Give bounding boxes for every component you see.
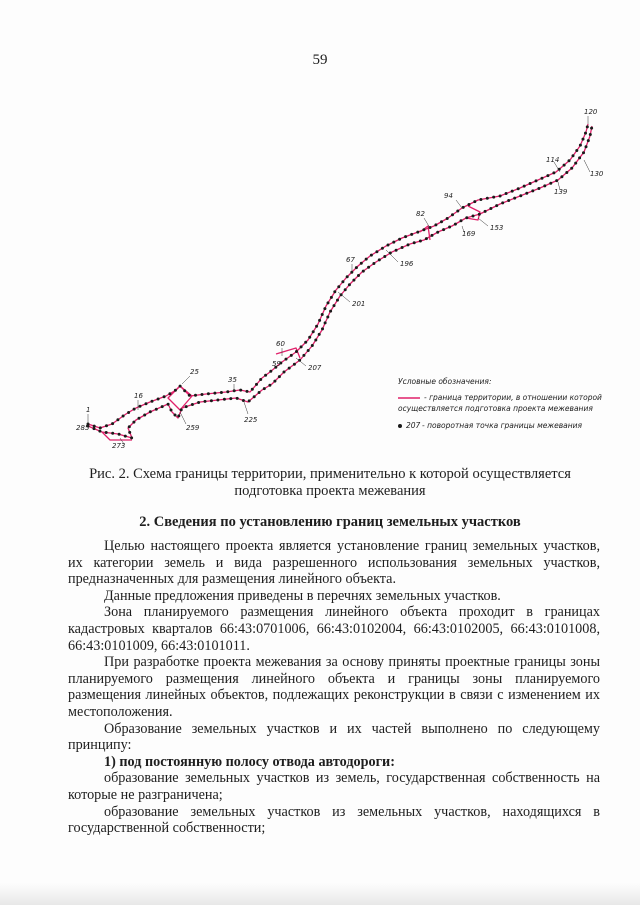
turning-point (434, 223, 437, 226)
turning-point (105, 431, 108, 434)
caption-line-2: подготовка проекта межевания (234, 483, 426, 499)
turning-point (584, 132, 587, 135)
turning-point (454, 223, 457, 226)
turning-point (383, 255, 386, 258)
turning-point (523, 185, 526, 188)
turning-point (295, 350, 298, 353)
turning-point (259, 378, 262, 381)
point-number-label: 130 (590, 170, 604, 178)
turning-point (246, 390, 249, 393)
turning-point (185, 405, 188, 408)
turning-point (543, 184, 546, 187)
turning-point (579, 144, 582, 147)
turning-point (194, 394, 197, 397)
turning-point (300, 345, 303, 348)
turning-point (132, 421, 135, 424)
turning-point (143, 414, 146, 417)
body-text (68, 538, 600, 837)
turning-point (456, 210, 459, 213)
legend-point-number: 207 (406, 421, 421, 430)
turning-point (549, 182, 552, 185)
section-title: 2. Сведения по установлению границ земельных участков (139, 514, 521, 530)
turning-point (436, 231, 439, 234)
turning-point (145, 402, 148, 405)
turning-point (285, 358, 288, 361)
point-number-label: 169 (462, 230, 476, 238)
turning-point (201, 393, 204, 396)
turning-point (111, 422, 114, 425)
turning-point (93, 427, 96, 430)
turning-point (197, 401, 200, 404)
turning-point (290, 354, 293, 357)
turning-point (422, 228, 425, 231)
turning-point (170, 409, 173, 412)
turning-point (98, 430, 101, 433)
caption-line-1: Рис. 2. Схема границы территории, применительно к которой осуществляется (89, 466, 571, 482)
turning-point (440, 220, 443, 223)
turning-point (151, 400, 154, 403)
turning-point (519, 194, 522, 197)
turning-point (251, 388, 254, 391)
turning-point (263, 387, 266, 390)
point-number-label: 16 (134, 392, 143, 400)
turning-point (486, 197, 489, 200)
point-number-label: 114 (546, 156, 560, 164)
turning-point (138, 417, 141, 420)
point-number-label: 82 (416, 210, 425, 218)
turning-point (273, 380, 276, 383)
turning-point (337, 285, 340, 288)
turning-point (352, 279, 355, 282)
paragraph: Целью настоящего проекта является установление границ земельных участков, их категории земель и вида разрешенного использования земельных участков, предназначенных для размещения линейного объекта. (68, 538, 600, 588)
page-number: 59 (312, 52, 328, 68)
turning-point (188, 394, 191, 397)
turning-point (341, 280, 344, 283)
turning-point (568, 159, 571, 162)
turning-point (168, 392, 171, 395)
turning-point (346, 275, 349, 278)
point-number-label: 273 (112, 442, 126, 450)
point-number-label: 67 (346, 256, 355, 264)
point-number-label: 1 (86, 406, 91, 414)
turning-point (329, 310, 332, 313)
turning-point (478, 213, 481, 216)
turning-point (395, 249, 398, 252)
turning-point (180, 408, 183, 411)
turning-point (183, 389, 186, 392)
turning-point (489, 207, 492, 210)
turning-point (269, 370, 272, 373)
turning-point (375, 250, 378, 253)
turning-point (157, 398, 160, 401)
turning-point (167, 403, 170, 406)
turning-point (419, 240, 422, 243)
turning-point (314, 339, 317, 342)
turning-point (226, 390, 229, 393)
turning-point (451, 213, 454, 216)
turning-point (404, 235, 407, 238)
turning-point (484, 210, 487, 213)
paragraph: Образование земельных участков и их частей выполнено по следующему принципу: (68, 720, 600, 754)
turning-point (574, 162, 577, 165)
turning-point (124, 435, 127, 438)
turning-point (293, 363, 296, 366)
turning-point (210, 399, 213, 402)
turning-point (333, 304, 336, 307)
turning-point (258, 391, 261, 394)
turning-point (407, 243, 410, 246)
turning-point (118, 433, 121, 436)
turning-point (473, 200, 476, 203)
turning-point (130, 436, 133, 439)
turning-point (318, 333, 321, 336)
turning-point (355, 266, 358, 269)
turning-point (425, 237, 428, 240)
turning-point (239, 389, 242, 392)
list-item: образование земельных участков из земель, государственная собственность на которые не разграничена; (68, 770, 600, 803)
turning-point (307, 349, 310, 352)
turning-point (465, 216, 468, 219)
turning-point (357, 274, 360, 277)
turning-point (416, 231, 419, 234)
turning-point (387, 244, 390, 247)
turning-point (381, 247, 384, 250)
turning-point (111, 432, 114, 435)
turning-point (560, 175, 563, 178)
turning-point (401, 246, 404, 249)
turning-point (410, 233, 413, 236)
turning-point (505, 192, 508, 195)
turning-point (216, 399, 219, 402)
turning-point (578, 156, 581, 159)
turning-point (326, 316, 329, 319)
turning-point (127, 411, 130, 414)
turning-point (582, 151, 585, 154)
turning-point (220, 391, 223, 394)
turning-point (472, 215, 475, 218)
turning-point (283, 371, 286, 374)
turning-point (468, 203, 471, 206)
turning-point (362, 270, 365, 273)
turning-point (99, 426, 102, 429)
turning-point (367, 266, 370, 269)
turning-point (590, 127, 593, 130)
turning-point (587, 139, 590, 142)
turning-point (572, 154, 575, 157)
turning-point (323, 307, 326, 310)
point-number-label: 259 (186, 424, 200, 432)
turning-point (565, 171, 568, 174)
point-number-label: 60 (276, 340, 285, 348)
legend-point-symbol (398, 424, 402, 428)
turning-point (155, 408, 158, 411)
map-legend (398, 377, 602, 430)
turning-point (431, 234, 434, 237)
legend-line-text: - граница территории, в отношении которой (424, 393, 602, 402)
turning-point (128, 425, 131, 428)
turning-point (242, 399, 245, 402)
turning-point (360, 262, 363, 265)
paragraph: При разработке проекта межевания за основу приняты проектные границы зоны планируемого размещения линейного объекта и границы зоны планируемого размещения линейных объектов, подлежащих реконструкции в связи с изменением их местоположения. (68, 654, 600, 720)
turning-point (372, 262, 375, 265)
point-number-label: 153 (490, 224, 504, 232)
turning-point (563, 164, 566, 167)
turning-point (253, 395, 256, 398)
boundary-spur-60 (276, 348, 300, 358)
turning-point (413, 241, 416, 244)
turning-point (537, 187, 540, 190)
turning-point (318, 319, 321, 322)
legend-line-text-cont: осуществляется подготовка проекта межевания (398, 404, 593, 413)
legend-title: Условные обозначения: (398, 377, 492, 386)
turning-point (446, 217, 449, 220)
point-number-label: 120 (584, 108, 598, 116)
turning-point (288, 367, 291, 370)
turning-point (479, 198, 482, 201)
turning-point (174, 414, 177, 417)
turning-point (585, 145, 588, 148)
subheading: 1) под постоянную полосу отвода автодороги: (104, 753, 395, 770)
turning-point (229, 397, 232, 400)
turning-point (344, 288, 347, 291)
figure-caption (60, 466, 600, 500)
turning-point (191, 403, 194, 406)
turning-point (149, 410, 152, 413)
turning-point (552, 171, 555, 174)
turning-point (304, 341, 307, 344)
turning-point (582, 138, 585, 141)
turning-point (541, 177, 544, 180)
point-number-label: 25 (190, 368, 199, 376)
turning-point (398, 238, 401, 241)
turning-point (570, 167, 573, 170)
turning-point (348, 283, 351, 286)
point-number-label: 94 (444, 192, 453, 200)
turning-point (179, 385, 182, 388)
turning-point (462, 206, 465, 209)
turning-point (302, 354, 305, 357)
turning-point (442, 228, 445, 231)
turning-point (507, 199, 510, 202)
point-number-label: 35 (228, 376, 237, 384)
turning-point (525, 192, 528, 195)
turning-point (213, 392, 216, 395)
turning-point (133, 408, 136, 411)
turning-point (204, 400, 207, 403)
turning-point (278, 375, 281, 378)
paragraph: Зона планируемого размещения линейного объекта проходит в границах кадастровых кварталов 66:43:0701006, 66:43:0102004, 66:43:0102005, 66:43:0101008, 66:43:0101009, 66:43:0101011. (68, 604, 600, 654)
turning-point (207, 392, 210, 395)
turning-point (586, 125, 589, 128)
turning-point (499, 195, 502, 198)
turning-point (315, 325, 318, 328)
turning-point (460, 219, 463, 222)
turning-point (501, 201, 504, 204)
list-item: образование земельных участков из земельных участков, находящихся в государственной собственности; (68, 803, 600, 837)
turning-point (312, 330, 315, 333)
turning-point (333, 290, 336, 293)
turning-point (531, 189, 534, 192)
turning-point (321, 313, 324, 316)
turning-point (448, 226, 451, 229)
turning-point (392, 241, 395, 244)
turning-point (555, 179, 558, 182)
turning-point (513, 197, 516, 200)
turning-point (327, 301, 330, 304)
paragraph: Данные предложения приведены в перечнях земельных участков. (104, 587, 501, 604)
boundary-lower-edge (88, 126, 592, 438)
turning-point (575, 149, 578, 152)
point-number-label: 201 (352, 300, 366, 308)
point-number-label: 59 (272, 360, 281, 368)
turning-point (365, 258, 368, 261)
turning-point (324, 321, 327, 324)
turning-point (308, 336, 311, 339)
turning-point (163, 395, 166, 398)
turning-point (264, 374, 267, 377)
turning-point (139, 405, 142, 408)
turning-point (223, 398, 226, 401)
point-number-label: 196 (400, 260, 414, 268)
turning-point (248, 399, 251, 402)
point-number-label: 285 (76, 424, 90, 432)
turning-point (492, 196, 495, 199)
turning-point (546, 174, 549, 177)
turning-point (378, 258, 381, 261)
point-number-label: 207 (308, 364, 322, 372)
turning-point (589, 133, 592, 136)
turning-point (535, 179, 538, 182)
turning-point (116, 418, 119, 421)
point-number-label: 139 (554, 188, 568, 196)
turning-point (370, 254, 373, 257)
turning-point (529, 182, 532, 185)
turning-point (255, 383, 258, 386)
turning-point (128, 431, 131, 434)
turning-point (321, 327, 324, 330)
turning-point (161, 405, 164, 408)
turning-point (177, 414, 180, 417)
turning-point (330, 296, 333, 299)
turning-point (517, 187, 520, 190)
scan-edge-shade (0, 883, 640, 905)
turning-point (311, 344, 314, 347)
turning-point (122, 415, 125, 418)
turning-point (268, 384, 271, 387)
turning-point (105, 424, 108, 427)
turning-point (336, 299, 339, 302)
turning-point (511, 190, 514, 193)
point-number-label: 225 (244, 416, 258, 424)
turning-point (174, 389, 177, 392)
turning-point (236, 397, 239, 400)
legend-point-text: - поворотная точка границы межевания (422, 421, 583, 430)
boundary-upper-edge (88, 124, 588, 428)
turning-point (495, 204, 498, 207)
